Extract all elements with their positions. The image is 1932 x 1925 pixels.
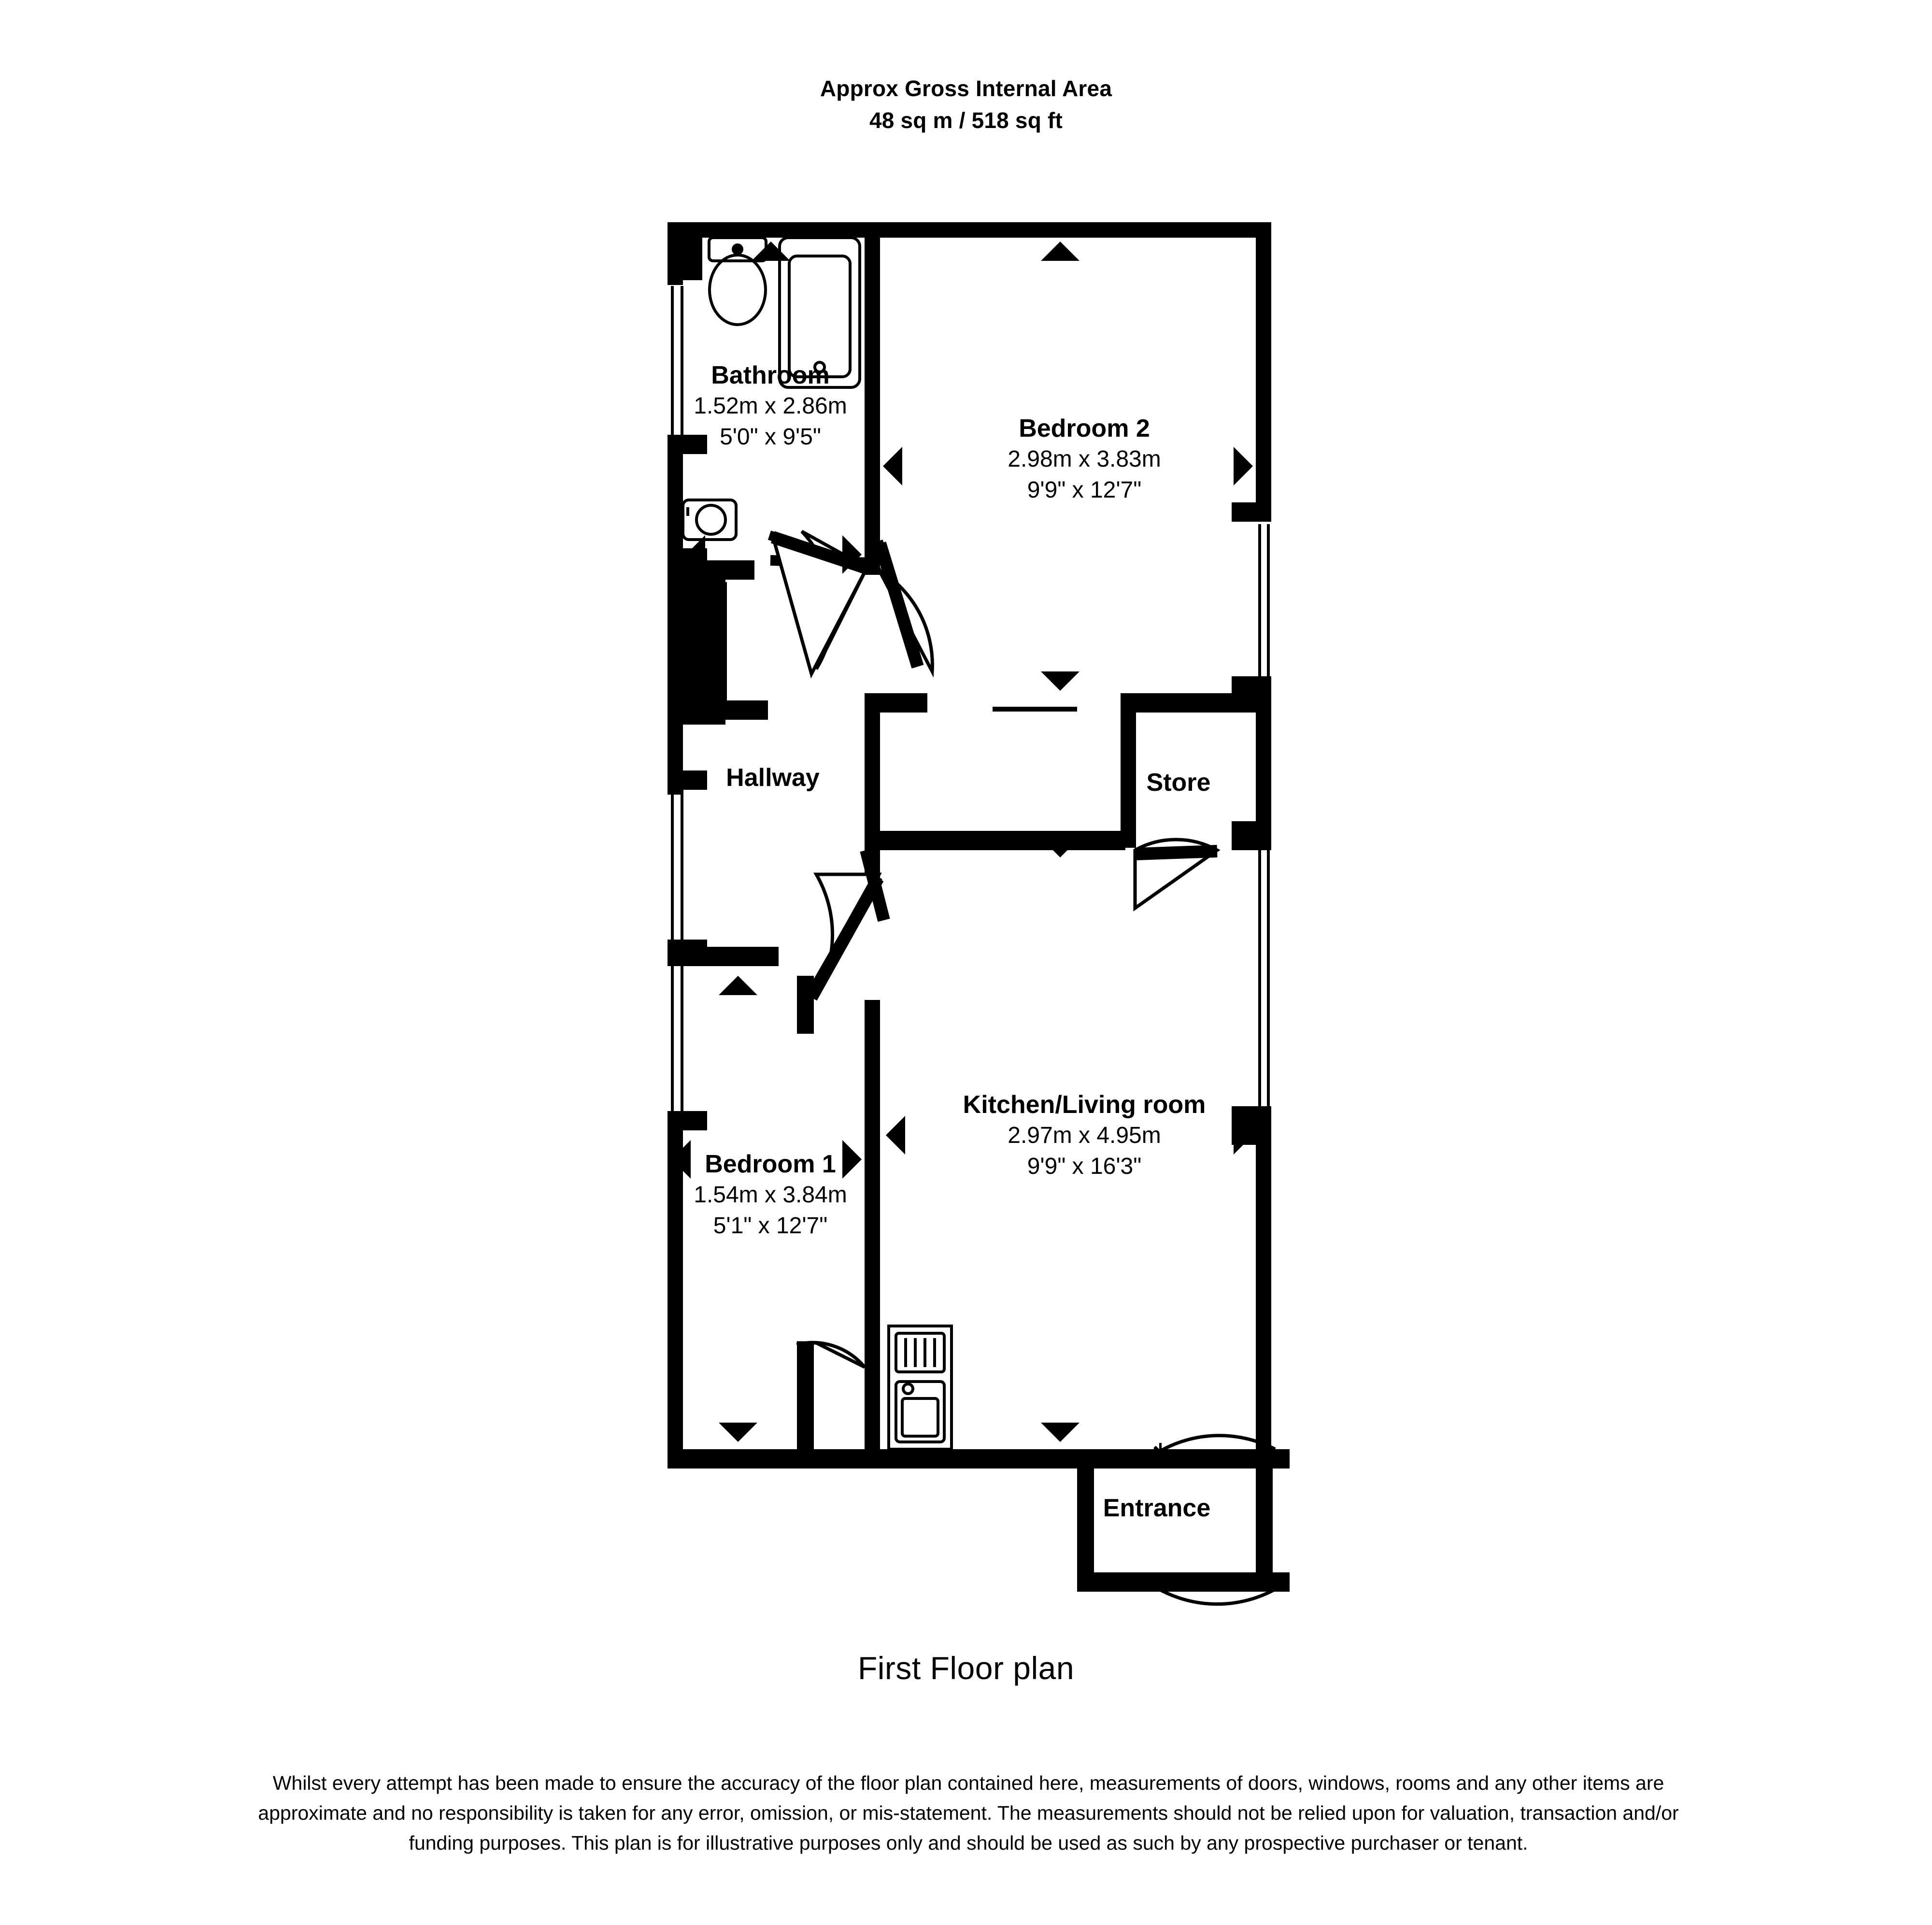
area-summary-title: Approx Gross Internal Area: [820, 76, 1112, 101]
room-name-bedroom2: Bedroom 2: [1019, 414, 1150, 442]
doors-group: [769, 531, 1275, 1604]
room-dim-imperial-kitchen-living: 9'9" x 16'3": [1027, 1154, 1142, 1179]
room-name-kitchen-living: Kitchen/Living room: [963, 1091, 1206, 1119]
room-label-bedroom2: [903, 413, 1265, 506]
wall-left-nub-5: [668, 1111, 707, 1130]
door-entrance-outer-leaf: [1157, 1449, 1159, 1452]
arrow-bedroom2-left: [883, 447, 902, 485]
room-dim-metric-bathroom: 1.52m x 2.86m: [694, 393, 847, 419]
door-leaf-hall-kitchen: [866, 850, 884, 920]
room-name-bedroom1: Bedroom 1: [705, 1150, 836, 1178]
arrow-kitchen-bottom: [1041, 1423, 1080, 1442]
floor-plan-title: First Floor plan: [857, 1650, 1075, 1686]
wc-button-icon: [733, 245, 742, 254]
kitchen-counter-icon: [889, 1326, 952, 1449]
room-label-bathroom: [601, 360, 939, 453]
room-name-bathroom: Bathroom: [711, 361, 830, 389]
room-label-entrance: [983, 1493, 1331, 1524]
wall-corridor-bottom: [865, 831, 1125, 850]
wall-store-top-right: [1121, 693, 1271, 713]
wc-bowl-icon: [710, 255, 766, 325]
arrow-bedroom1-bottom: [719, 1423, 757, 1442]
room-label-hallway: [630, 762, 915, 793]
room-label-bedroom1: [606, 1149, 935, 1241]
wall-right-nub-2: [1232, 676, 1271, 696]
wall-left-upper: [668, 222, 683, 285]
room-dim-metric-bedroom1: 1.54m x 3.84m: [694, 1182, 847, 1208]
basin-bowl-icon: [696, 505, 725, 534]
room-name-store: Store: [1146, 769, 1211, 797]
room-label-kitchen-living: [889, 1089, 1280, 1182]
arrow-bedroom2-bottom: [1041, 671, 1080, 691]
wall-right-nub-3: [1232, 821, 1271, 850]
room-label-store: [1019, 767, 1338, 798]
room-name-hallway: Hallway: [726, 764, 820, 792]
room-dim-metric-kitchen-living: 2.97m x 4.95m: [1008, 1123, 1161, 1148]
wall-bedroom1-divider-b: [797, 1343, 814, 1469]
room-dim-imperial-bedroom2: 9'9" x 12'7": [1027, 477, 1142, 503]
room-name-entrance: Entrance: [1103, 1494, 1211, 1522]
wall-top-bedroom2: [865, 222, 1271, 238]
wall-bathroom-bottom: [668, 560, 754, 580]
door-leaves: [773, 537, 1217, 1449]
room-dim-metric-bedroom2: 2.98m x 3.83m: [1008, 446, 1161, 472]
arrow-bedroom2-top: [1041, 242, 1080, 261]
disclaimer-text: Whilst every attempt has been made to ensure the accuracy of the floor plan contained here, measurements of doors, windows, rooms and any other items are approximate and no responsibility is taken for any error, omission, or mis-statement. The measurements should not be relied upon for valuation, transaction and/or funding purposes. This plan is for illustrative purposes only and should be used as such by any prospective purchaser or tenant.: [258, 1772, 1679, 1854]
arrow-bedroom1-top: [719, 976, 757, 995]
bath-inner-icon: [789, 256, 850, 377]
area-summary-value: 48 sq m / 518 sq ft: [869, 108, 1063, 133]
wall-hall-stub-bottom: [710, 700, 768, 720]
wall-bedroom1-top: [668, 947, 779, 966]
door-leaf-store: [1135, 851, 1217, 854]
wall-hall-stub-left: [710, 582, 727, 717]
arrow-bathroom-top: [752, 242, 790, 261]
room-dim-imperial-bedroom1: 5'1" x 12'7": [713, 1213, 828, 1239]
room-dim-imperial-bathroom: 5'0" x 9'5": [720, 424, 821, 450]
